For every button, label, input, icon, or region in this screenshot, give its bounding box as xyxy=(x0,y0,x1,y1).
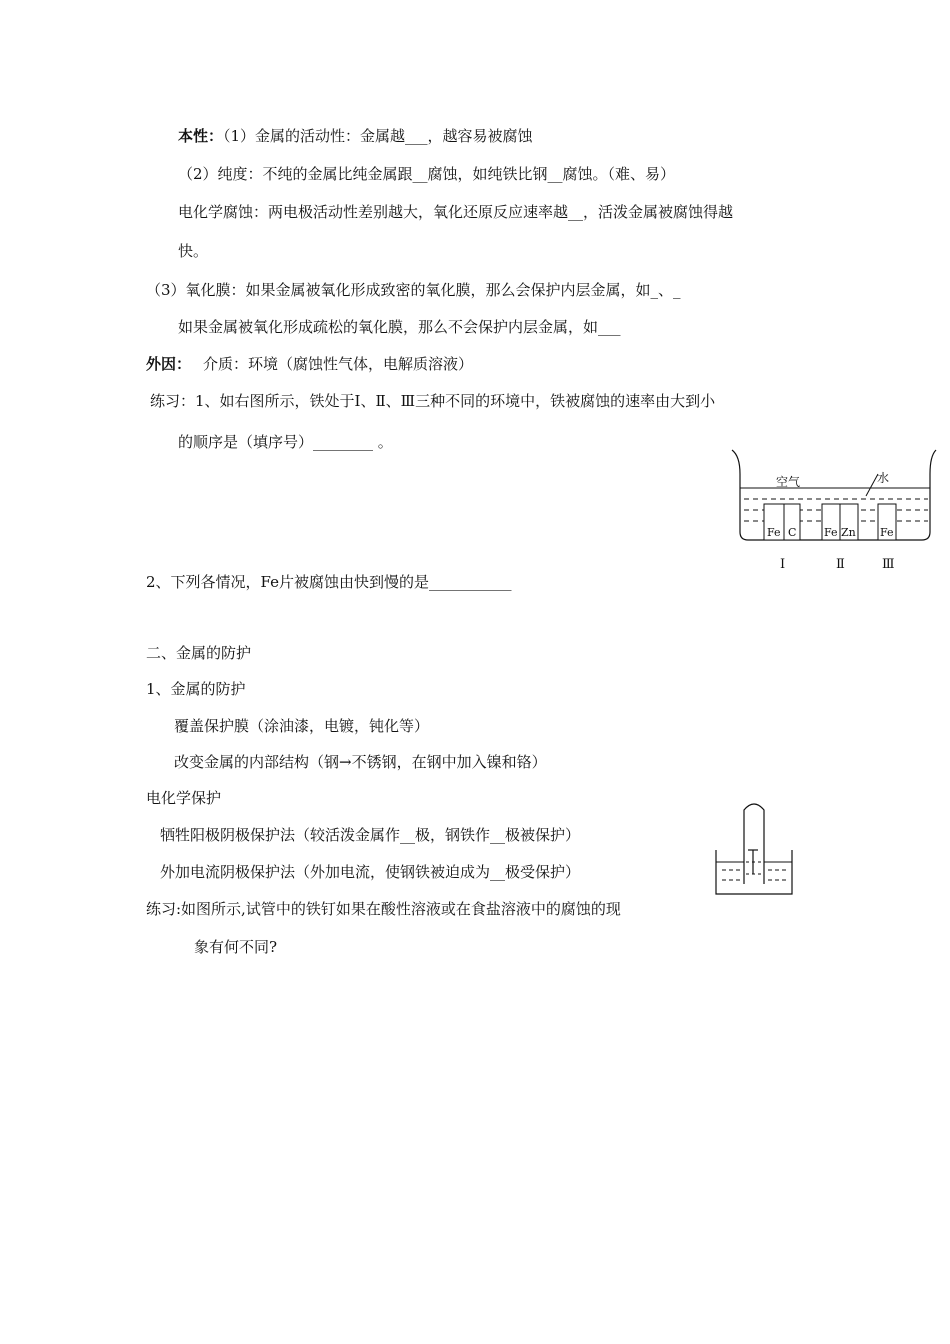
nature-label: 本性： xyxy=(178,127,224,145)
zn-label: Zn xyxy=(841,526,856,539)
exercise2-line: 2、下列各情况，Fe片被腐蚀由快到慢的是___________ xyxy=(146,573,512,591)
exercise1-line-1: 练习：1、如右图所示，铁处于Ⅰ、Ⅱ、Ⅲ三种不同的环境中，铁被腐蚀的速率由大到小 xyxy=(150,392,716,410)
c-label: C xyxy=(788,526,797,539)
roman-i-label: Ⅰ xyxy=(780,557,786,572)
air-label: 空气 xyxy=(776,475,801,489)
activity-text: （1）金属的活动性：金属越___，越容易被腐蚀 xyxy=(223,127,533,145)
protective-film-item: 覆盖保护膜（涂油漆，电镀，钝化等） xyxy=(174,717,430,735)
electrochem-line-1: 电化学腐蚀：两电极活动性差别越大，氧化还原反应速率越__，活泼金属被腐蚀得越 xyxy=(178,203,734,221)
fe-label-3: Fe xyxy=(880,526,894,539)
test-tube xyxy=(744,804,764,884)
exercise3-line-1: 练习:如图所示,试管中的铁钉如果在酸性溶液或在食盐溶液中的腐蚀的现 xyxy=(146,900,621,918)
impressed-current-line: 外加电流阴极保护法（外加电流，使钢铁被迫成为__极受保护） xyxy=(160,863,581,881)
section2-title: 二、金属的防护 xyxy=(146,644,252,662)
roman-ii-label: Ⅱ xyxy=(836,557,845,572)
corrosion-beaker-figure xyxy=(726,444,938,576)
fe-label-2: Fe xyxy=(824,526,838,539)
purity-line: （2）纯度：不纯的金属比纯金属跟__腐蚀，如纯铁比钢__腐蚀。（难、易） xyxy=(178,165,676,183)
external-text: 介质：环境（腐蚀性气体，电解质溶液） xyxy=(203,355,474,373)
external-line xyxy=(146,354,473,374)
exercise1-line-2: 的顺序是（填序号）________ 。 xyxy=(178,433,393,451)
section2-subtitle: 1、金属的防护 xyxy=(146,680,246,698)
electrochemical-protection-heading: 电化学保护 xyxy=(146,789,222,807)
fe-label-1: Fe xyxy=(767,526,781,539)
internal-structure-item: 改变金属的内部结构（钢→不锈钢，在钢中加入镍和铬） xyxy=(174,753,547,771)
sacrificial-anode-line: 牺牲阳极阴极保护法（较活泼金属作__极，钢铁作__极被保护） xyxy=(160,826,581,844)
water-label: 水 xyxy=(877,471,890,485)
external-label: 外因： xyxy=(146,355,192,373)
oxide-line-2: 如果金属被氧化形成疏松的氧化膜，那么不会保护内层金属，如___ xyxy=(178,318,621,336)
nature-line xyxy=(178,126,533,146)
oxide-line-1: （3）氧化膜：如果金属被氧化形成致密的氧化膜，那么会保护内层金属，如_、_ xyxy=(146,281,681,299)
test-tube-figure xyxy=(712,800,796,898)
roman-iii-label: Ⅲ xyxy=(882,557,895,572)
electrochem-line-2: 快。 xyxy=(178,242,209,260)
exercise3-line-2: 象有何不同? xyxy=(194,938,278,956)
